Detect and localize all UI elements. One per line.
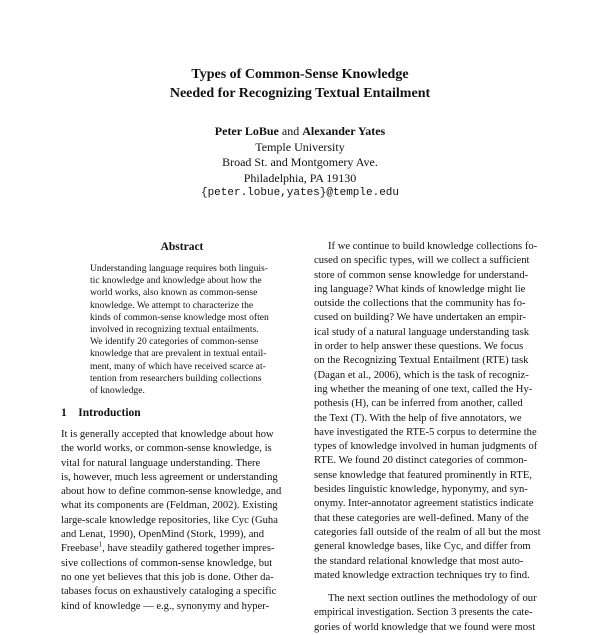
body-line: general knowledge bases, like Cyc, and differ from bbox=[314, 541, 531, 553]
address-line-2: Philadelphia, PA 19130 bbox=[243, 170, 357, 185]
body-line: in order to help answer these questions. We focus bbox=[314, 341, 524, 353]
intro-line: is, however, much less agreement or understanding bbox=[61, 471, 278, 483]
body-line: If we continue to build knowledge collections fo- bbox=[328, 241, 538, 252]
intro-line: sive collections of common-sense knowledge, but bbox=[61, 557, 273, 569]
abstract-line: ment, many of which have received scarce at- bbox=[90, 360, 266, 372]
paper-title-line2: Needed for Recognizing Textual Entailment bbox=[169, 86, 431, 101]
body-line: that these categories are well-defined. Many of the bbox=[314, 512, 529, 524]
body-line: sense knowledge that featured prominently in RTE, bbox=[314, 469, 532, 481]
body-line: ing language? What kinds of knowledge might lie bbox=[314, 283, 526, 295]
author-names bbox=[0, 124, 600, 140]
body-line: outside the collections that the community has fo- bbox=[314, 298, 526, 310]
body-line: empirical investigation. Section 3 presents the cate- bbox=[314, 607, 533, 619]
abstract-line: tic knowledge and knowledge about how the bbox=[90, 275, 262, 287]
body-line: The next section outlines the methodology of our bbox=[328, 593, 537, 605]
body-line: gories of world knowledge that we found were most bbox=[314, 621, 536, 633]
abstract-line: knowledge that are prevalent in textual entail- bbox=[90, 348, 267, 360]
body-line: cused on specific types, will we collect a sufficient bbox=[314, 255, 530, 267]
abstract-heading: Abstract bbox=[160, 241, 204, 253]
abstract-line: kinds of common-sense knowledge most often bbox=[90, 311, 269, 323]
body-line: categories fall outside of the realm of all but the most bbox=[314, 526, 541, 538]
intro-line: about how to define common-sense knowledge, and bbox=[61, 486, 282, 498]
intro-line: large-scale knowledge repositories, like Cyc (Guha bbox=[61, 514, 278, 526]
body-line: store of common sense knowledge for understand- bbox=[314, 269, 529, 281]
body-line: onymy. Inter-annotator agreement statistics indicate bbox=[314, 498, 534, 510]
body-line: cused on building? We have undertaken an empir- bbox=[314, 312, 527, 324]
abstract-line: Understanding language requires both linguis- bbox=[90, 263, 268, 274]
body-line: have investigated the RTE-5 corpus to determine the bbox=[314, 426, 537, 438]
author-block bbox=[0, 124, 600, 202]
introduction-body bbox=[61, 428, 301, 614]
intro-line: It is generally accepted that knowledge about how bbox=[61, 429, 274, 440]
body-line: the Text (T). With the help of five annotators, we bbox=[314, 412, 522, 424]
section-title: Introduction bbox=[78, 407, 141, 419]
body-line: pothesis (H), can be inferred from another, called bbox=[314, 398, 523, 410]
intro-line: vital for natural language understanding. There bbox=[61, 457, 261, 469]
affiliation: Temple University bbox=[255, 139, 345, 154]
intro-line: no one yet believes that this job is done. Other da- bbox=[61, 571, 274, 583]
body-line: the standard relational knowledge that most auto- bbox=[314, 555, 524, 567]
abstract-line: We identify 20 categories of common-sense bbox=[90, 336, 259, 348]
paper-title-line1: Types of Common-Sense Knowledge bbox=[191, 67, 409, 82]
body-line: ing whether the meaning of one text, called the Hy- bbox=[314, 383, 533, 395]
abstract-line: of knowledge. bbox=[90, 385, 145, 397]
intro-line-freebase: Freebase$^1$, have steadily gathered together impres- bbox=[61, 540, 275, 555]
author-2: Alexander Yates bbox=[302, 124, 386, 138]
author-conjunction: and bbox=[281, 124, 300, 138]
abstract-line: involved in recognizing textual entailments. bbox=[90, 324, 259, 336]
section-number: 1 bbox=[61, 407, 67, 419]
abstract-line: knowledge. We attempt to characterize the bbox=[90, 299, 254, 311]
intro-line: kind of knowledge — e.g., synonymy and hyper- bbox=[61, 600, 270, 612]
body-line: RTE. We found 20 distinct categories of common- bbox=[314, 455, 528, 467]
body-line: mated knowledge extraction techniques try to find. bbox=[314, 569, 530, 581]
abstract-line: tention from researchers building collections bbox=[90, 372, 262, 384]
body-line: types of knowledge involved in human judgments of bbox=[314, 441, 538, 453]
body-line: (Dagan et al., 2006), which is the task of recogniz- bbox=[314, 369, 529, 381]
email: {peter.lobue,yates}@temple.edu bbox=[200, 187, 400, 199]
right-column bbox=[314, 240, 557, 635]
section-heading-introduction bbox=[61, 407, 141, 419]
intro-line: what its components are (Feldman, 2002). Existing bbox=[61, 500, 278, 512]
intro-line: the world works, or common-sense knowledge, is bbox=[61, 443, 272, 455]
abstract-body bbox=[90, 263, 274, 397]
body-line: on the Recognizing Textual Entailment (RTE) task bbox=[314, 355, 529, 367]
intro-line: tabases focus on exhaustively cataloging a specific bbox=[61, 586, 277, 598]
body-line: ical study of a natural language understanding task bbox=[314, 326, 530, 338]
address-line-1: Broad St. and Montgomery Ave. bbox=[222, 155, 378, 169]
body-line: besides linguistic knowledge, hyponymy, and syn- bbox=[314, 484, 528, 496]
abstract-line: world works, also known as common-sense bbox=[90, 287, 258, 299]
intro-line: and Lenat, 1990), OpenMind (Stork, 1999), and bbox=[61, 529, 265, 541]
author-1: Peter LoBue bbox=[214, 124, 279, 138]
footnote-marker[interactable]: 1 bbox=[98, 540, 103, 549]
